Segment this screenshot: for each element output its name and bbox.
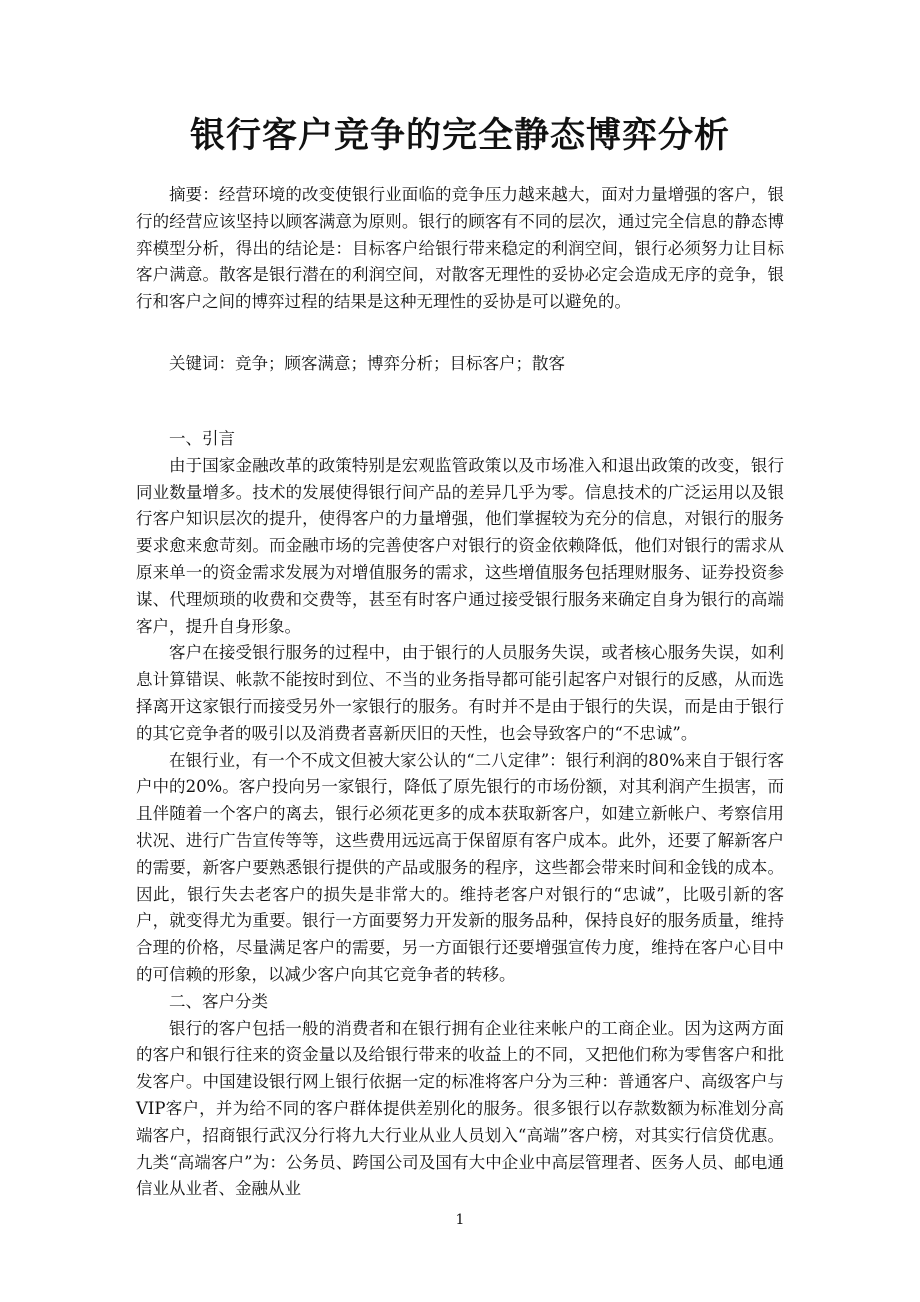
keywords-line: 关键词：竞争；顾客满意；博弈分析；目标客户；散客 — [169, 354, 565, 373]
body-text — [136, 426, 784, 1203]
abstract-paragraph: 摘要：经营环境的改变使银行业面临的竞争压力越来越大，面对力量增强的客户，银行的经营应该坚持以顾客满意为原则。银行的顾客有不同的层次，通过完全信息的静态博弈模型分析，得出的结论是：目标客户给银行带来稳定的利润空间，银行必须努力让目标客户满意。散客是银行潜在的利润空间，对散客无理性的妥协必定会造成无序的竞争，银行和客户之间的博弈过程的结果是这种无理性的妥协是可以避免的。 — [136, 185, 784, 312]
body-paragraph: 在银行业，有一个不成文但被大家公认的“二八定律”：银行利润的80%来自于银行客户中的20%。客户投向另一家银行，降低了原先银行的市场份额，对其利润产生损害，而且伴随着一个客户的离去，银行必须花更多的成本获取新客户，如建立新帐户、考察信用状况、进行广告宣传等等，这些费用远远高于保留原有客户成本。此外，还要了解新客户的需要，新客户要熟悉银行提供的产品或服务的程序，这些都会带来时间和金钱的成本。因此，银行失去老客户的损失是非常大的。维持老客户对银行的“忠诚”，比吸引新的客户，就变得尤为重要。银行一方面要努力开发新的服务品种，保持良好的服务质量，维持合理的价格，尽量满足客户的需要，另一方面银行还要增强宣传力度，维持在客户心目中的可信赖的形象，以减少客户向其它竞争者的转移。 — [136, 750, 784, 984]
body-paragraph: 由于国家金融改革的政策特别是宏观监管政策以及市场准入和退出政策的改变，银行同业数量增多。技术的发展使得银行间产品的差异几乎为零。信息技术的广泛运用以及银行客户知识层次的提升，使得客户的力量增强，他们掌握较为充分的信息，对银行的服务要求愈来愈苛刻。而金融市场的完善使客户对银行的资金依赖降低，他们对银行的需求从原来单一的资金需求发展为对增值服务的需求，这些增值服务包括理财服务、证券投资参谋、代理烦琐的收费和交费等，甚至有时客户通过接受银行服务来确定自身为银行的高端客户，提升自身形象。 — [136, 455, 784, 636]
section-heading-introduction: 一、引言 — [169, 429, 235, 448]
body-paragraph: 客户在接受银行服务的过程中，由于银行的人员服务失误，或者核心服务失误，如利息计算错误、帐款不能按时到位、不当的业务指导都可能引起客户对银行的反感，从而选择离开这家银行而接受另外一家银行的服务。有时并不是由于银行的失误，而是由于银行的其它竞争者的吸引以及消费者喜新厌旧的天性，也会导致客户的“不忠诚”。 — [136, 643, 784, 743]
page-number: 1 — [455, 1212, 465, 1228]
body-paragraph: 银行的客户包括一般的消费者和在银行拥有企业往来帐户的工商企业。因为这两方面的客户和银行往来的资金量以及给银行带来的收益上的不同，又把他们称为零售客户和批发客户。中国建设银行网上银行依据一定的标准将客户分为三种：普通客户、高级客户与VIP客户，并为给不同的客户群体提供差别化的服务。很多银行以存款数额为标准划分高端客户，招商银行武汉分行将九大行业从业人员划入“高端”客户榜，对其实行信贷优惠。九类“高端客户”为：公务员、跨国公司及国有大中企业中高层管理者、医务人员、邮电通信业从业者、金融从业 — [136, 1018, 784, 1199]
section-heading-customer-classification: 二、客户分类 — [169, 991, 268, 1011]
document-title: 银行客户竞争的完全静态博弈分析 — [189, 116, 730, 156]
